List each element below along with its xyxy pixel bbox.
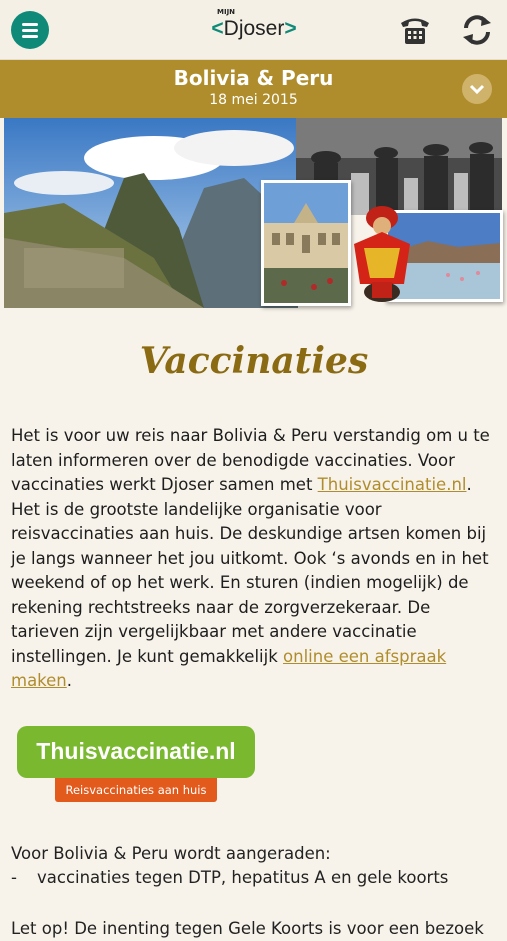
- intro-text-1: Het is voor uw reis naar Bolivia & Peru verstandig om u te laten informeren over de benodigde vaccinaties. Voor vaccinaties werkt Djoser samen met: [11, 426, 490, 494]
- thuisvaccinatie-link[interactable]: Thuisvaccinatie.nl: [318, 475, 467, 494]
- main-content: [11, 340, 497, 941]
- list-dash: -: [11, 866, 37, 891]
- advice-item: vaccinaties tegen DTP, hepatitus A en gele koorts: [37, 866, 448, 891]
- trip-title: Bolivia & Peru: [0, 60, 507, 90]
- warning-text: Let op! De inenting tegen Gele Koorts is voor een bezoek: [11, 917, 497, 941]
- expand-trip-button[interactable]: [462, 74, 492, 104]
- la-paz-building-photo: [261, 180, 351, 306]
- trip-date: 18 mei 2015: [0, 92, 507, 108]
- banner-title: Thuisvaccinatie.nl: [17, 726, 255, 778]
- chevron-down-icon: [469, 83, 485, 95]
- app-logo: MIJN <Djoser>: [203, 4, 305, 54]
- intro-paragraph: [11, 424, 497, 694]
- banner-subtitle: Reisvaccinaties aan huis: [55, 778, 217, 802]
- menu-icon: [22, 20, 38, 41]
- list-item: [11, 866, 497, 891]
- refresh-icon[interactable]: [460, 12, 494, 52]
- trip-header: [0, 60, 507, 118]
- intro-text-2: . Het is de grootste landelijke organisatie voor reisvaccinaties aan huis. De deskundige artsen komen bij je langs wanneer het jou uitkomt. Ook ‘s avonds en in het weekend of op het werk. En sturen (indien mogelijk) de rekening rechtstreeks naar de zorgverzekeraar. De tarieven zijn vergelijkbaar met andere vaccinatie instellingen. Je kunt gemakkelijk: [11, 475, 489, 666]
- online-appointment-link[interactable]: online een afspraak maken: [11, 647, 446, 691]
- machu-picchu-photo: [4, 118, 298, 308]
- page-title: Vaccinaties: [11, 340, 497, 382]
- menu-button[interactable]: [11, 11, 49, 49]
- advice-section: [11, 842, 497, 891]
- advice-intro: Voor Bolivia & Peru wordt aangeraden:: [11, 842, 497, 867]
- logo-text: Djoser: [224, 17, 285, 40]
- logo-small-text: MIJN: [217, 8, 235, 16]
- photo-collage: [0, 118, 507, 310]
- intro-text-3: .: [67, 671, 72, 690]
- doll-figurine: [346, 204, 418, 308]
- phone-icon[interactable]: [398, 14, 432, 50]
- top-bar: [0, 0, 507, 60]
- thuisvaccinatie-banner[interactable]: [17, 726, 255, 806]
